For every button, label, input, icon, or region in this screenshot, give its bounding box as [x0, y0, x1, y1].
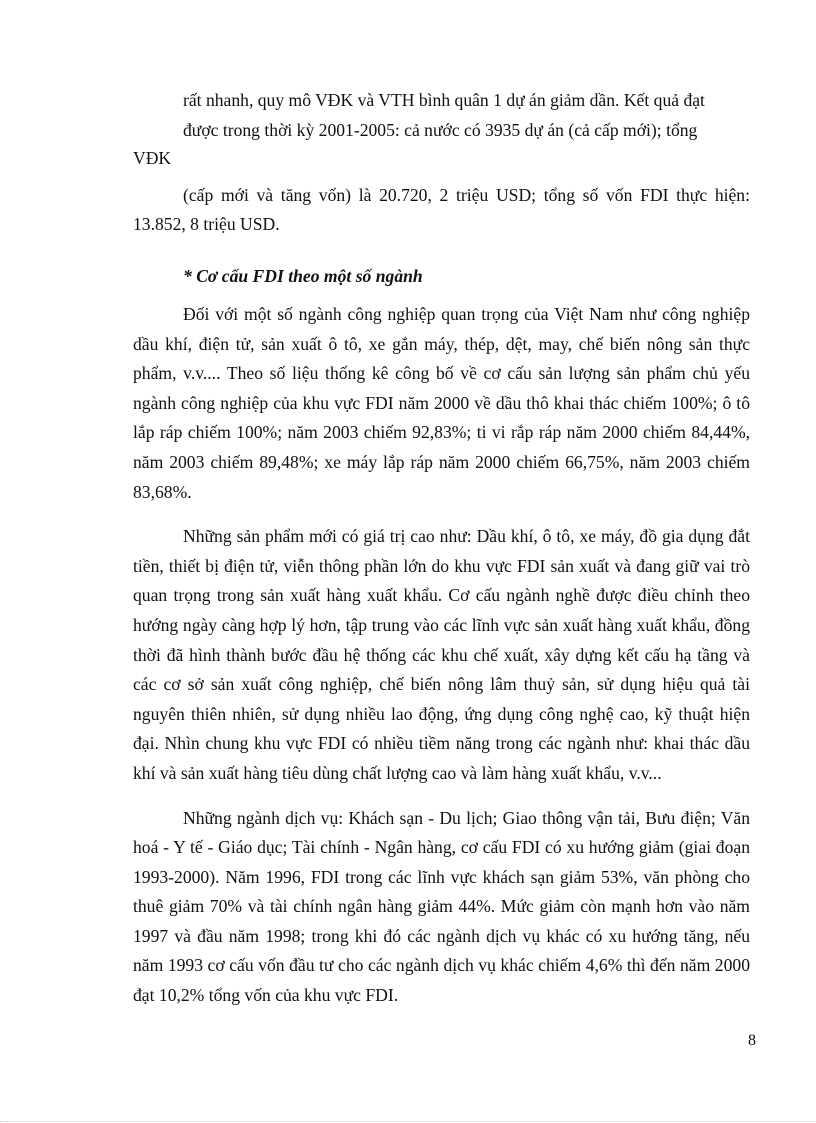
- paragraph-services: Những ngành dịch vụ: Khách sạn - Du lịch; Giao thông vận tải, Bưu điện; Văn hoá - Y tế - Giáo dục; Tài chính - Ngân hàng, cơ cấu FDI có xu hướng giảm (giai đoạn 1993-2000). Năm 1996, FDI trong các lĩnh vực khách sạn giảm 53%, văn phòng cho thuê giảm 70% và tài chính ngân hàng giảm 44%. Mức giảm còn mạnh hơn vào năm 1997 và đầu năm 1998; trong khi đó các ngành dịch vụ khác có xu hướng tăng, nếu năm 1993 cơ cấu vốn đầu tư cho các ngành dịch vụ khác chiếm 4,6% thì đến năm 2000 đạt 10,2% tổng vốn của khu vực FDI.: [133, 807, 750, 1006]
- page-number: 8: [748, 1032, 756, 1049]
- body-paragraphs: [133, 300, 750, 1026]
- paragraph-industry: Đối với một số ngành công nghiệp quan trọng của Việt Nam như công nghiệp dầu khí, điện tử, sản xuất ô tô, xe gắn máy, thép, dệt, may, chế biến nông sản thực phẩm, v.v.... Theo số liệu thống kê công bố về cơ cấu sản lượng sản phẩm chủ yếu ngành công nghiệp của khu vực FDI năm 2000 về dầu thô khai thác chiếm 100%; ô tô lắp ráp chiếm 100%; năm 2003 chiếm 92,83%; ti vi rắp ráp năm 2000 chiếm 84,44%, năm 2003 chiếm 89,48%; xe máy lắp ráp năm 2000 chiếm 66,75%, năm 2003 chiếm 83,68%.: [133, 304, 750, 502]
- paragraph-products: Những sản phẩm mới có giá trị cao như: Dầu khí, ô tô, xe máy, đồ gia dụng đắt tiền, thiết bị điện tử, viễn thông phần lớn do khu vực FDI sản xuất và đang giữ vai trò quan trọng trong sản xuất hàng xuất khẩu. Cơ cấu ngành nghề được điều chỉnh theo hướng ngày càng hợp lý hơn, tập trung vào các lĩnh vực sản xuất hàng xuất khẩu, đồng thời đã hình thành bước đầu hệ thống các khu chế xuất, xây dựng kết cấu hạ tầng và các cơ sở sản xuất công nghiệp, chế biến nông lâm thuỷ sản, sử dụng hiệu quả tài nguyên thiên nhiên, sử dụng nhiều lao động, ứng dụng công nghệ cao, kỹ thuật hiện đại. Nhìn chung khu vực FDI có nhiều tiềm năng trong các ngành như: khai thác dầu khí và sản xuất hàng tiêu dùng chất lượng cao và làm hàng xuất khẩu, v.v...: [133, 526, 750, 783]
- intro-line-1: rất nhanh, quy mô VĐK và VTH bình quân 1 dự án giảm dần. Kết quả đạt: [183, 90, 705, 110]
- section-heading: * Cơ cấu FDI theo một số ngành: [183, 266, 423, 286]
- intro-paragraph: [133, 86, 750, 240]
- intro-line-2: được trong thời kỳ 2001-2005: cả nước có 3935 dự án (cả cấp mới); tổng: [183, 119, 698, 140]
- intro-line-3: VĐK: [133, 148, 172, 169]
- intro-line-4: (cấp mới và tăng vốn) là 20.720, 2 triệu USD; tổng số vốn FDI thực hiện: 13.852, 8 triệu USD.: [133, 184, 750, 235]
